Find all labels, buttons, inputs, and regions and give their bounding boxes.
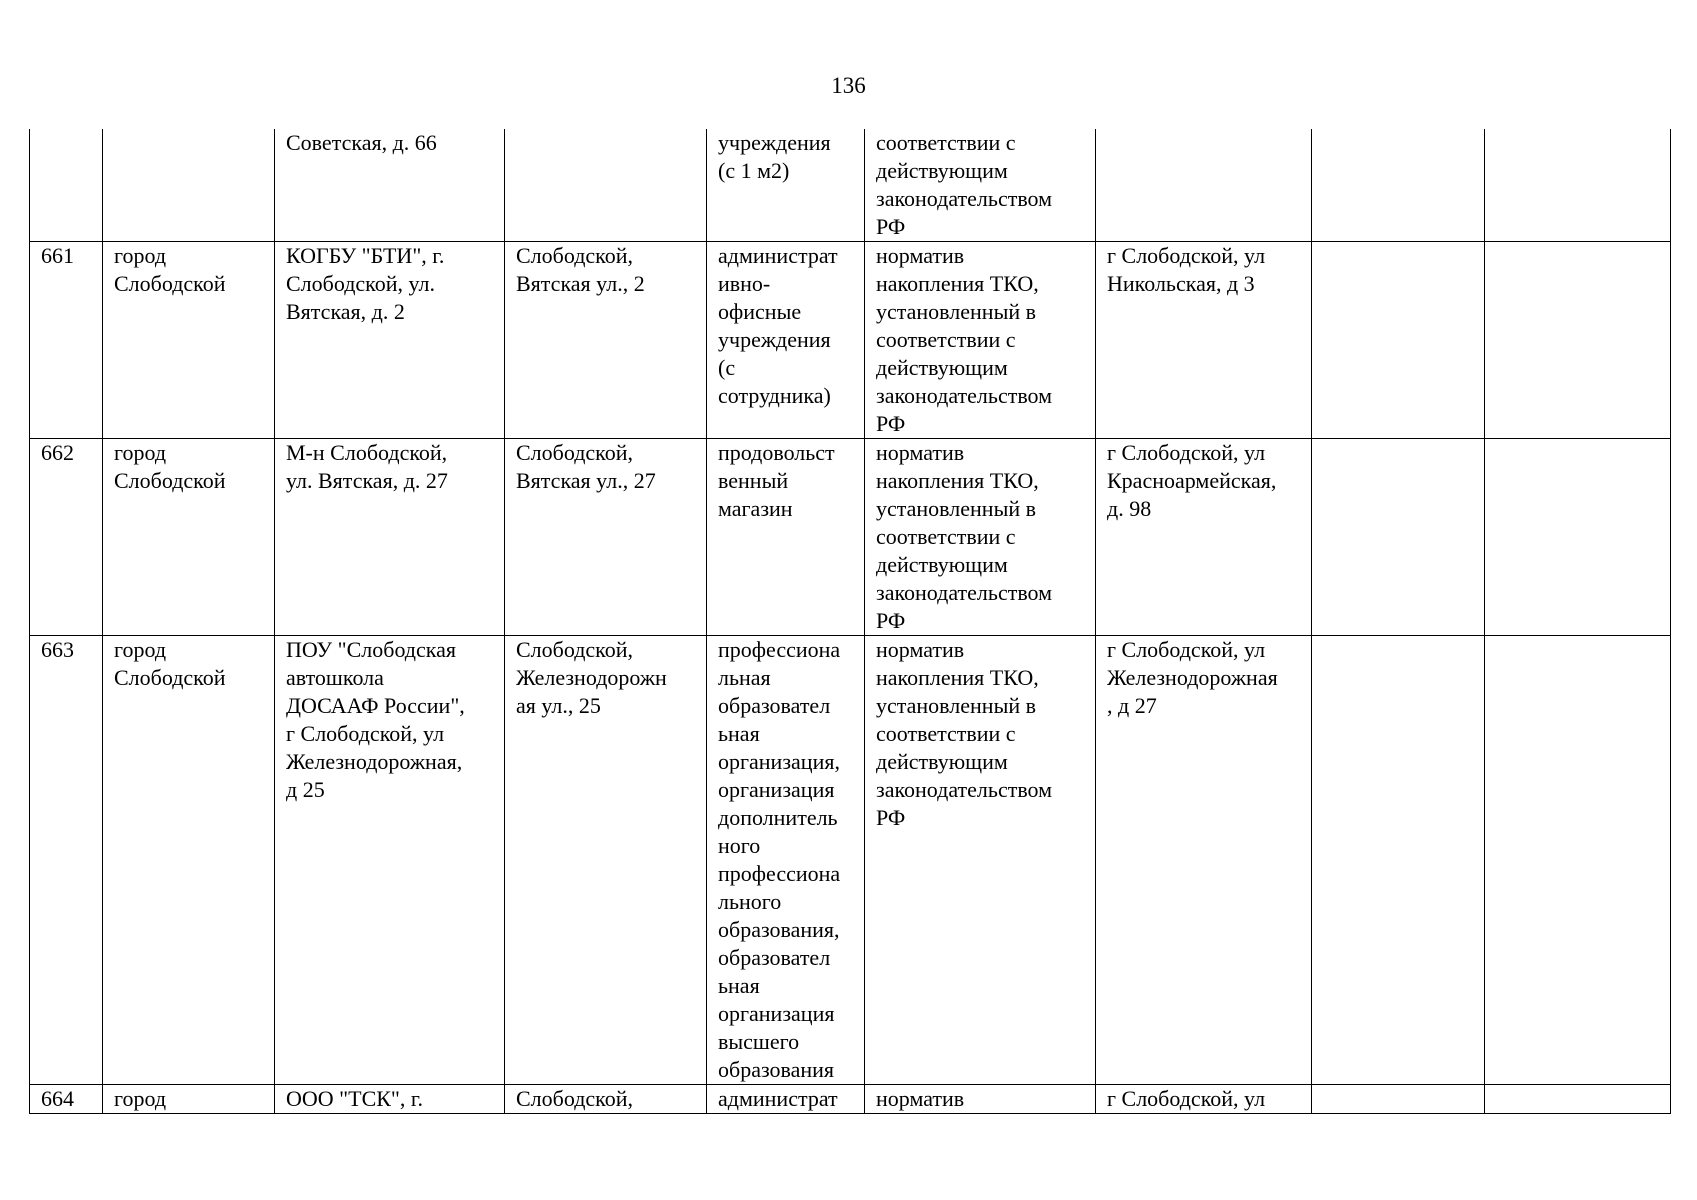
cell-accumulation-norm xyxy=(865,129,1096,242)
cell-collection-site-line: г Слободской, ул xyxy=(1107,1086,1266,1111)
cell-number xyxy=(30,242,103,439)
cell-address-line: ая ул., 25 xyxy=(516,693,601,718)
cell-collection-site-line: д. 98 xyxy=(1107,496,1152,521)
row-number: 663 xyxy=(41,637,74,662)
cell-accumulation-norm-line: действующим xyxy=(876,158,1008,183)
cell-category-line: организация xyxy=(718,777,835,802)
cell-category-line: администрат xyxy=(718,1086,838,1111)
row-number: 662 xyxy=(41,440,74,465)
cell-number xyxy=(30,129,103,242)
cell-waste-source xyxy=(275,439,505,636)
cell-accumulation-norm-line: законодательством xyxy=(876,383,1053,408)
cell-accumulation-norm xyxy=(865,242,1096,439)
cell-collection-site xyxy=(1096,439,1312,636)
table-row xyxy=(30,636,1671,1085)
cell-empty xyxy=(1485,1085,1671,1114)
cell-category-line: ного xyxy=(718,833,761,858)
cell-accumulation-norm-line: действующим xyxy=(876,749,1008,774)
cell-settlement-line: Слободской xyxy=(114,665,226,690)
cell-address-line: Слободской, xyxy=(516,440,634,465)
cell-category-line: ьная xyxy=(718,721,760,746)
cell-accumulation-norm xyxy=(865,636,1096,1085)
cell-collection-site-line: Никольская, д 3 xyxy=(1107,271,1255,296)
cell-accumulation-norm-line: установленный в xyxy=(876,496,1037,521)
cell-category xyxy=(707,439,865,636)
cell-accumulation-norm-line: накопления ТКО, xyxy=(876,271,1039,296)
cell-address xyxy=(505,439,707,636)
cell-waste-source-line: ООО "ТСК", г. xyxy=(286,1086,423,1111)
cell-settlement-line: город xyxy=(114,440,167,465)
cell-settlement-line: Слободской xyxy=(114,271,226,296)
cell-collection-site-line: Железнодорожная xyxy=(1107,665,1278,690)
cell-settlement xyxy=(103,242,275,439)
cell-empty xyxy=(1312,439,1485,636)
cell-accumulation-norm-line: соответствии с xyxy=(876,524,1016,549)
cell-waste-source-line: Советская, д. 66 xyxy=(286,130,437,155)
registry-table xyxy=(29,129,1671,1114)
table-row xyxy=(30,1085,1671,1114)
cell-settlement-line: город xyxy=(114,1086,167,1111)
cell-category xyxy=(707,1085,865,1114)
cell-category-line: льная xyxy=(718,665,771,690)
cell-accumulation-norm-line: законодательством xyxy=(876,777,1053,802)
cell-category-line: ивно- xyxy=(718,271,771,296)
cell-category-line: венный xyxy=(718,468,789,493)
cell-accumulation-norm-line: законодательством xyxy=(876,580,1053,605)
cell-collection-site-line: г Слободской, ул xyxy=(1107,637,1266,662)
page-number: 136 xyxy=(831,73,866,98)
cell-waste-source-line: автошкола xyxy=(286,665,384,690)
row-number: 661 xyxy=(41,243,74,268)
cell-number xyxy=(30,636,103,1085)
cell-category-line: продовольст xyxy=(718,440,835,465)
cell-category-line: высшего xyxy=(718,1029,800,1054)
cell-settlement-line: город xyxy=(114,243,167,268)
cell-category-line: образования xyxy=(718,1057,835,1082)
cell-category-line: магазин xyxy=(718,496,793,521)
cell-category-line: льного xyxy=(718,889,782,914)
cell-accumulation-norm-line: установленный в xyxy=(876,693,1037,718)
cell-accumulation-norm-line: РФ xyxy=(876,608,906,633)
cell-accumulation-norm-line: установленный в xyxy=(876,299,1037,324)
cell-address-line: Слободской, xyxy=(516,1086,634,1111)
cell-settlement-line: Слободской xyxy=(114,468,226,493)
cell-settlement xyxy=(103,129,275,242)
cell-accumulation-norm-line: соответствии с xyxy=(876,130,1016,155)
cell-category-line: образования, xyxy=(718,917,840,942)
cell-category-line: учреждения xyxy=(718,327,831,352)
cell-address-line: Слободской, xyxy=(516,637,634,662)
cell-category-line: образовател xyxy=(718,945,831,970)
cell-empty xyxy=(1485,129,1671,242)
cell-waste-source xyxy=(275,1085,505,1114)
cell-accumulation-norm-line: накопления ТКО, xyxy=(876,468,1039,493)
cell-category-line: образовател xyxy=(718,693,831,718)
cell-empty xyxy=(1312,636,1485,1085)
cell-accumulation-norm-line: РФ xyxy=(876,214,906,239)
cell-category-line: дополнитель xyxy=(718,805,838,830)
cell-accumulation-norm-line: законодательством xyxy=(876,186,1053,211)
cell-category xyxy=(707,242,865,439)
cell-collection-site-line: Красноармейская, xyxy=(1107,468,1277,493)
cell-address xyxy=(505,129,707,242)
cell-collection-site xyxy=(1096,1085,1312,1114)
cell-accumulation-norm xyxy=(865,439,1096,636)
cell-collection-site xyxy=(1096,242,1312,439)
table-body xyxy=(30,129,1671,1114)
cell-category-line: администрат xyxy=(718,243,838,268)
cell-waste-source xyxy=(275,129,505,242)
row-number: 664 xyxy=(41,1086,74,1111)
cell-category-line: сотрудника) xyxy=(718,383,831,408)
cell-settlement xyxy=(103,636,275,1085)
cell-waste-source-line: КОГБУ "БТИ", г. xyxy=(286,243,445,268)
cell-accumulation-norm-line: накопления ТКО, xyxy=(876,665,1039,690)
cell-category xyxy=(707,129,865,242)
cell-category-line: профессиона xyxy=(718,637,841,662)
cell-waste-source-line: ДОСААФ России", xyxy=(286,693,465,718)
cell-address-line: Вятская ул., 2 xyxy=(516,271,645,296)
cell-accumulation-norm-line: действующим xyxy=(876,552,1008,577)
cell-category-line: (с 1 м2) xyxy=(718,158,790,183)
cell-waste-source-line: Железнодорожная, xyxy=(286,749,463,774)
cell-accumulation-norm-line: норматив xyxy=(876,243,965,268)
cell-waste-source-line: г Слободской, ул xyxy=(286,721,445,746)
cell-category xyxy=(707,636,865,1085)
cell-accumulation-norm-line: соответствии с xyxy=(876,721,1016,746)
cell-empty xyxy=(1312,1085,1485,1114)
cell-collection-site-line: г Слободской, ул xyxy=(1107,243,1266,268)
cell-waste-source xyxy=(275,242,505,439)
cell-waste-source-line: д 25 xyxy=(286,777,325,802)
cell-category-line: организация, xyxy=(718,749,840,774)
cell-category-line: профессиона xyxy=(718,861,841,886)
table-row xyxy=(30,129,1671,242)
cell-settlement xyxy=(103,1085,275,1114)
cell-number xyxy=(30,1085,103,1114)
cell-waste-source-line: Вятская, д. 2 xyxy=(286,299,405,324)
cell-number xyxy=(30,439,103,636)
cell-empty xyxy=(1312,242,1485,439)
cell-accumulation-norm xyxy=(865,1085,1096,1114)
cell-category-line: организация xyxy=(718,1001,835,1026)
cell-collection-site xyxy=(1096,129,1312,242)
cell-collection-site xyxy=(1096,636,1312,1085)
cell-accumulation-norm-line: соответствии с xyxy=(876,327,1016,352)
cell-settlement-line: город xyxy=(114,637,167,662)
cell-settlement xyxy=(103,439,275,636)
cell-waste-source-line: ул. Вятская, д. 27 xyxy=(286,468,448,493)
cell-empty xyxy=(1485,242,1671,439)
cell-address-line: Железнодорожн xyxy=(516,665,667,690)
cell-accumulation-norm-line: РФ xyxy=(876,805,906,830)
cell-collection-site-line: , д 27 xyxy=(1107,693,1157,718)
cell-category-line: (с xyxy=(718,355,736,380)
cell-waste-source-line: Слободской, ул. xyxy=(286,271,436,296)
cell-accumulation-norm-line: норматив xyxy=(876,440,965,465)
cell-address xyxy=(505,636,707,1085)
cell-accumulation-norm-line: действующим xyxy=(876,355,1008,380)
cell-empty xyxy=(1485,439,1671,636)
cell-category-line: ьная xyxy=(718,973,760,998)
cell-accumulation-norm-line: норматив xyxy=(876,1086,965,1111)
cell-waste-source-line: ПОУ "Слободская xyxy=(286,637,457,662)
cell-empty xyxy=(1312,129,1485,242)
cell-address-line: Слободской, xyxy=(516,243,634,268)
cell-waste-source xyxy=(275,636,505,1085)
cell-category-line: офисные xyxy=(718,299,802,324)
cell-address-line: Вятская ул., 27 xyxy=(516,468,656,493)
cell-collection-site-line: г Слободской, ул xyxy=(1107,440,1266,465)
cell-accumulation-norm-line: норматив xyxy=(876,637,965,662)
cell-waste-source-line: М-н Слободской, xyxy=(286,440,448,465)
cell-accumulation-norm-line: РФ xyxy=(876,411,906,436)
cell-empty xyxy=(1485,636,1671,1085)
cell-address xyxy=(505,242,707,439)
cell-address xyxy=(505,1085,707,1114)
table-row xyxy=(30,242,1671,439)
cell-category-line: учреждения xyxy=(718,130,831,155)
table-row xyxy=(30,439,1671,636)
